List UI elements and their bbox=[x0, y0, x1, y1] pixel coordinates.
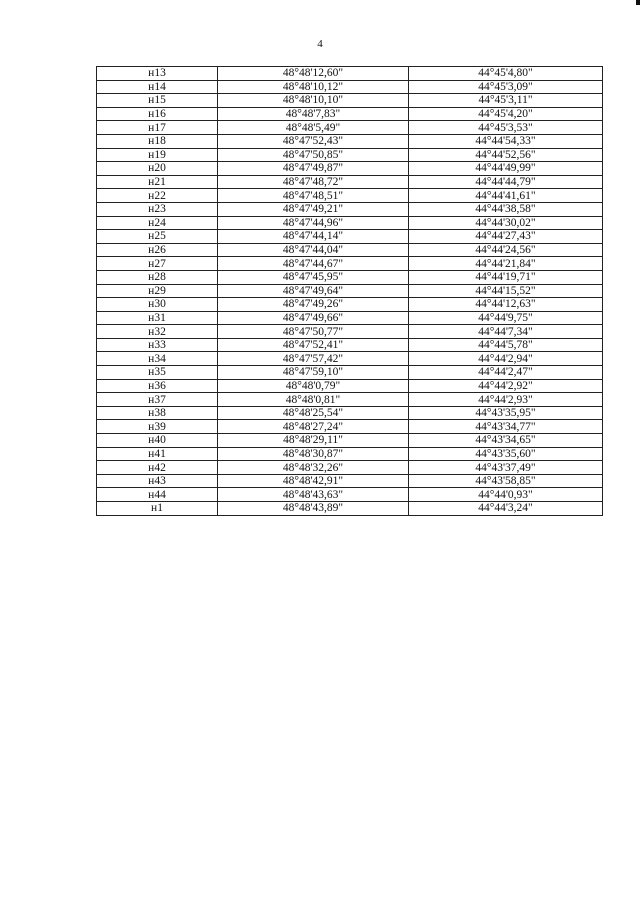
longitude-cell: 44°44'15,52" bbox=[409, 284, 603, 298]
table-row bbox=[97, 162, 603, 176]
longitude-cell: 44°44'38,58" bbox=[409, 202, 603, 216]
latitude-cell: 48°47'50,77" bbox=[218, 325, 409, 339]
point-cell: н19 bbox=[97, 148, 218, 162]
table-row bbox=[97, 121, 603, 135]
latitude-cell: 48°47'52,41" bbox=[218, 338, 409, 352]
table-row bbox=[97, 461, 603, 475]
table-row bbox=[97, 284, 603, 298]
point-cell: н43 bbox=[97, 474, 218, 488]
table-row bbox=[97, 338, 603, 352]
point-cell: н38 bbox=[97, 406, 218, 420]
point-cell: н31 bbox=[97, 311, 218, 325]
latitude-cell: 48°47'48,72" bbox=[218, 175, 409, 189]
longitude-cell: 44°44'9,75" bbox=[409, 311, 603, 325]
point-cell: н44 bbox=[97, 488, 218, 502]
latitude-cell: 48°48'29,11" bbox=[218, 434, 409, 448]
point-cell: н39 bbox=[97, 420, 218, 434]
point-cell: н32 bbox=[97, 325, 218, 339]
point-cell: н40 bbox=[97, 434, 218, 448]
table-row bbox=[97, 406, 603, 420]
table-row bbox=[97, 148, 603, 162]
latitude-cell: 48°48'30,87" bbox=[218, 447, 409, 461]
longitude-cell: 44°43'34,77" bbox=[409, 420, 603, 434]
table-row bbox=[97, 94, 603, 108]
latitude-cell: 48°48'43,63" bbox=[218, 488, 409, 502]
latitude-cell: 48°47'44,14" bbox=[218, 230, 409, 244]
longitude-cell: 44°43'37,49" bbox=[409, 461, 603, 475]
table-row bbox=[97, 379, 603, 393]
point-cell: н41 bbox=[97, 447, 218, 461]
longitude-cell: 44°44'27,43" bbox=[409, 230, 603, 244]
latitude-cell: 48°48'0,79" bbox=[218, 379, 409, 393]
longitude-cell: 44°44'49,99" bbox=[409, 162, 603, 176]
coordinates-table bbox=[96, 66, 603, 516]
longitude-cell: 44°45'4,80" bbox=[409, 67, 603, 81]
longitude-cell: 44°43'34,65" bbox=[409, 434, 603, 448]
table-row bbox=[97, 393, 603, 407]
point-cell: н34 bbox=[97, 352, 218, 366]
table-row bbox=[97, 80, 603, 94]
table-row bbox=[97, 474, 603, 488]
latitude-cell: 48°48'10,12" bbox=[218, 80, 409, 94]
longitude-cell: 44°44'24,56" bbox=[409, 243, 603, 257]
point-cell: н27 bbox=[97, 257, 218, 271]
latitude-cell: 48°47'50,85" bbox=[218, 148, 409, 162]
latitude-cell: 48°48'10,10" bbox=[218, 94, 409, 108]
table-row bbox=[97, 488, 603, 502]
longitude-cell: 44°44'0,93" bbox=[409, 488, 603, 502]
latitude-cell: 48°48'7,83" bbox=[218, 107, 409, 121]
point-cell: н17 bbox=[97, 121, 218, 135]
table-row bbox=[97, 243, 603, 257]
longitude-cell: 44°44'12,63" bbox=[409, 298, 603, 312]
latitude-cell: 48°47'49,66" bbox=[218, 311, 409, 325]
longitude-cell: 44°44'3,24" bbox=[409, 502, 603, 516]
longitude-cell: 44°44'30,02" bbox=[409, 216, 603, 230]
page-number: 4 bbox=[317, 38, 323, 50]
table-row bbox=[97, 202, 603, 216]
latitude-cell: 48°48'42,91" bbox=[218, 474, 409, 488]
point-cell: н13 bbox=[97, 67, 218, 81]
table-row bbox=[97, 325, 603, 339]
table-row bbox=[97, 134, 603, 148]
point-cell: н16 bbox=[97, 107, 218, 121]
latitude-cell: 48°48'32,26" bbox=[218, 461, 409, 475]
table-row bbox=[97, 311, 603, 325]
table-row bbox=[97, 175, 603, 189]
longitude-cell: 44°44'44,79" bbox=[409, 175, 603, 189]
point-cell: н24 bbox=[97, 216, 218, 230]
point-cell: н20 bbox=[97, 162, 218, 176]
point-cell: н28 bbox=[97, 270, 218, 284]
latitude-cell: 48°47'57,42" bbox=[218, 352, 409, 366]
table-row bbox=[97, 366, 603, 380]
longitude-cell: 44°44'2,93" bbox=[409, 393, 603, 407]
table-row bbox=[97, 230, 603, 244]
longitude-cell: 44°45'3,11" bbox=[409, 94, 603, 108]
point-cell: н33 bbox=[97, 338, 218, 352]
table-row bbox=[97, 257, 603, 271]
latitude-cell: 48°48'0,81" bbox=[218, 393, 409, 407]
point-cell: н29 bbox=[97, 284, 218, 298]
latitude-cell: 48°48'43,89" bbox=[218, 502, 409, 516]
longitude-cell: 44°44'52,56" bbox=[409, 148, 603, 162]
point-cell: н22 bbox=[97, 189, 218, 203]
longitude-cell: 44°44'41,61" bbox=[409, 189, 603, 203]
latitude-cell: 48°47'49,26" bbox=[218, 298, 409, 312]
table-row bbox=[97, 216, 603, 230]
point-cell: н26 bbox=[97, 243, 218, 257]
latitude-cell: 48°48'25,54" bbox=[218, 406, 409, 420]
point-cell: н21 bbox=[97, 175, 218, 189]
coordinates-table-body bbox=[97, 67, 603, 516]
point-cell: н1 bbox=[97, 502, 218, 516]
longitude-cell: 44°44'2,47" bbox=[409, 366, 603, 380]
point-cell: н30 bbox=[97, 298, 218, 312]
latitude-cell: 48°48'27,24" bbox=[218, 420, 409, 434]
table-row bbox=[97, 420, 603, 434]
longitude-cell: 44°44'19,71" bbox=[409, 270, 603, 284]
longitude-cell: 44°44'54,33" bbox=[409, 134, 603, 148]
table-row bbox=[97, 270, 603, 284]
longitude-cell: 44°45'3,53" bbox=[409, 121, 603, 135]
longitude-cell: 44°44'5,78" bbox=[409, 338, 603, 352]
longitude-cell: 44°43'35,95" bbox=[409, 406, 603, 420]
point-cell: н42 bbox=[97, 461, 218, 475]
latitude-cell: 48°47'44,67" bbox=[218, 257, 409, 271]
table-row bbox=[97, 67, 603, 81]
table-row bbox=[97, 107, 603, 121]
latitude-cell: 48°47'48,51" bbox=[218, 189, 409, 203]
latitude-cell: 48°48'12,60" bbox=[218, 67, 409, 81]
longitude-cell: 44°44'21,84" bbox=[409, 257, 603, 271]
table-row bbox=[97, 434, 603, 448]
longitude-cell: 44°44'2,92" bbox=[409, 379, 603, 393]
longitude-cell: 44°44'7,34" bbox=[409, 325, 603, 339]
table-row bbox=[97, 447, 603, 461]
latitude-cell: 48°47'44,96" bbox=[218, 216, 409, 230]
latitude-cell: 48°48'5,49" bbox=[218, 121, 409, 135]
latitude-cell: 48°47'44,04" bbox=[218, 243, 409, 257]
table-row bbox=[97, 189, 603, 203]
longitude-cell: 44°43'35,60" bbox=[409, 447, 603, 461]
table-row bbox=[97, 298, 603, 312]
table-row bbox=[97, 352, 603, 366]
latitude-cell: 48°47'49,87" bbox=[218, 162, 409, 176]
latitude-cell: 48°47'49,21" bbox=[218, 202, 409, 216]
scan-corner-mark bbox=[636, 0, 640, 5]
latitude-cell: 48°47'49,64" bbox=[218, 284, 409, 298]
point-cell: н15 bbox=[97, 94, 218, 108]
point-cell: н37 bbox=[97, 393, 218, 407]
longitude-cell: 44°43'58,85" bbox=[409, 474, 603, 488]
latitude-cell: 48°47'59,10" bbox=[218, 366, 409, 380]
point-cell: н23 bbox=[97, 202, 218, 216]
latitude-cell: 48°47'52,43" bbox=[218, 134, 409, 148]
table-row bbox=[97, 502, 603, 516]
latitude-cell: 48°47'45,95" bbox=[218, 270, 409, 284]
longitude-cell: 44°44'2,94" bbox=[409, 352, 603, 366]
point-cell: н18 bbox=[97, 134, 218, 148]
point-cell: н14 bbox=[97, 80, 218, 94]
point-cell: н35 bbox=[97, 366, 218, 380]
longitude-cell: 44°45'3,09" bbox=[409, 80, 603, 94]
point-cell: н36 bbox=[97, 379, 218, 393]
longitude-cell: 44°45'4,20" bbox=[409, 107, 603, 121]
point-cell: н25 bbox=[97, 230, 218, 244]
